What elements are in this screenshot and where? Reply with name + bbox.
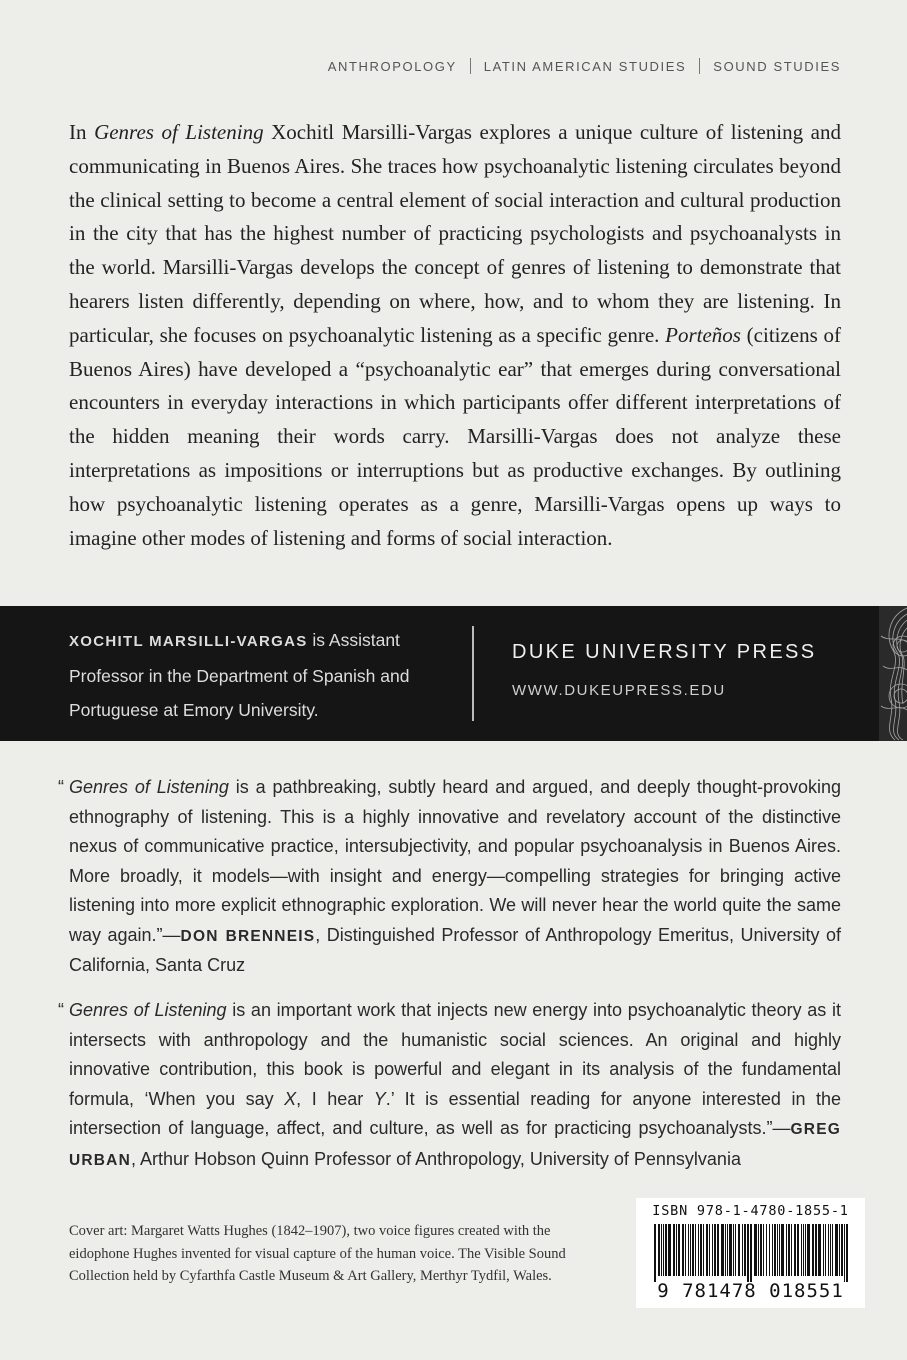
author-bio-text: is Assistant Professor in the Department of Spanish and Portuguese at Emory University. <box>69 630 410 720</box>
barcode-bar <box>830 1224 831 1276</box>
subject-anthropology: ANTHROPOLOGY <box>327 58 457 74</box>
book-title: Genres of Listening <box>94 120 264 144</box>
barcode-bar <box>690 1224 691 1276</box>
subject-divider <box>470 58 471 74</box>
barcode-bar <box>828 1224 829 1276</box>
barcode-bar <box>673 1224 675 1276</box>
barcode-bar <box>839 1224 840 1276</box>
author-bio <box>69 623 459 727</box>
barcode-bar <box>658 1224 660 1276</box>
barcode-bar <box>733 1224 734 1276</box>
barcode-bar <box>781 1224 784 1276</box>
blurb-book-title: Genres of Listening <box>69 1000 227 1020</box>
barcode-bar <box>682 1224 684 1276</box>
barcode-bar <box>769 1224 770 1276</box>
barcode-bar <box>698 1224 699 1276</box>
author-name: XOCHITL MARSILLI-VARGAS <box>69 633 308 650</box>
barcode-bar <box>763 1224 764 1276</box>
book-description: In Genres of Listening Xochitl Marsilli-Vargas explores a unique culture of listening and communicating in Buenos Aires. She traces how psychoanalytic listening circulates beyond the clinical setting to become a central element of social interaction and cultural production in the city that has the highest number of practicing psychologists and psychoanalysts in the world. Marsilli-Vargas develops the concept of genres of listening to demonstrate that hearers listen differently, depending on where, how, and to whom they are listening. In particular, she focuses on psychoanalytic listening as a specific genre. Porteños (citizens of Buenos Aires) have developed a “psychoanalytic ear” that emerges during conversational encounters in everyday interactions in which participants offer different interpretations of the hidden meaning their words carry. Marsilli-Vargas does not analyze these interpretations as impositions or interruptions but as productive exchanges. By outlining how psychoanalytic listening operates as a genre, Marsilli-Vargas opens up ways to imagine other modes of listening and forms of social interaction. <box>69 120 841 550</box>
barcode-bar <box>678 1224 680 1276</box>
barcode-bar <box>777 1224 778 1276</box>
barcode-bar <box>805 1224 806 1276</box>
barcode-bar <box>668 1224 671 1276</box>
barcode-bar <box>695 1224 696 1276</box>
barcode-bar <box>788 1224 790 1276</box>
barcode-bar <box>844 1224 845 1282</box>
barcode-bar <box>772 1224 773 1276</box>
barcode-bar <box>714 1224 716 1276</box>
author-publisher-band <box>0 606 907 741</box>
barcode-bar <box>688 1224 689 1276</box>
barcode-bar <box>738 1224 740 1276</box>
barcode-bar <box>744 1224 746 1276</box>
barcode-bar <box>801 1224 802 1276</box>
blurb-brenneis: “ Genres of Listening is a pathbreaking, subtly heard and argued, and deeply thought-provoking ethnography of listening. This is a highly innovative and revelatory account of the distinctive nexus of communicative practice, intersubjectivity, and popular psychoanalysis in Buenos Aires. More broadly, it models—with insight and energy—compelling strategies for bringing active listening into more explicit ethnographic exploration. We will never hear the world quite the same way again.”—DON BRENNEIS, Distinguished Professor of Anthropology Emeritus, University of California, Santa Cruz <box>58 777 841 975</box>
barcode-bar <box>750 1224 752 1282</box>
barcode-bar <box>661 1224 662 1276</box>
subject-categories <box>328 58 841 74</box>
blurb-author-name: GREG URBAN <box>69 1121 841 1169</box>
barcode-bar <box>774 1224 776 1276</box>
barcode-bar <box>712 1224 713 1276</box>
barcode-bar <box>706 1224 708 1276</box>
barcode-bar <box>692 1224 694 1276</box>
barcode-bar <box>797 1224 799 1276</box>
barcode-bar <box>786 1224 787 1276</box>
blurb-book-title: Genres of Listening <box>69 777 229 797</box>
subject-sound-studies: SOUND STUDIES <box>713 58 841 74</box>
barcode-bar <box>663 1224 664 1276</box>
barcode-bar <box>700 1224 702 1276</box>
cover-art-credit: Cover art: Margaret Watts Hughes (1842–1907), two voice figures created with the eidophone Hughes invented for visual capture of the human voice. The Visible Sound Collection held by Cyfarthfa Castle Museum & Art Gallery, Merthyr Tydfil, Wales. <box>69 1223 566 1284</box>
band-divider <box>472 626 474 721</box>
barcode-bar <box>812 1224 814 1276</box>
barcode-bar <box>779 1224 780 1276</box>
portenos-term: Porteños <box>665 322 741 347</box>
voice-figure-art-icon <box>879 606 907 741</box>
barcode-bar <box>727 1224 728 1276</box>
barcode-bar <box>846 1224 848 1282</box>
barcode-bar <box>709 1224 710 1276</box>
barcode-bar <box>815 1224 817 1276</box>
barcode-bar <box>835 1224 838 1276</box>
barcode-bar <box>717 1224 719 1276</box>
barcode-bar <box>841 1224 843 1276</box>
barcode-bar <box>735 1224 736 1276</box>
barcode-bar <box>729 1224 732 1276</box>
isbn-barcode <box>636 1198 865 1308</box>
barcode-bar <box>703 1224 704 1276</box>
barcode-bar <box>794 1224 796 1276</box>
isbn-label: ISBN 978-1-4780-1855-1 <box>652 1203 849 1219</box>
barcode-bar <box>825 1224 826 1276</box>
barcode-bar <box>747 1224 749 1282</box>
barcode-bar <box>758 1224 759 1276</box>
barcode-bar <box>685 1224 686 1276</box>
subject-divider <box>699 58 700 74</box>
barcode-bar <box>742 1224 743 1276</box>
subject-latin-american-studies: LATIN AMERICAN STUDIES <box>483 58 687 74</box>
blurb-author-name: DON BRENNEIS <box>180 927 316 945</box>
ean-digits: 9 781478 018551 <box>657 1280 844 1302</box>
barcode-bar <box>791 1224 792 1276</box>
barcode-bar <box>832 1224 833 1276</box>
publisher-name: DUKE UNIVERSITY PRESS <box>512 641 817 663</box>
barcode-bars <box>642 1224 859 1282</box>
barcode-bar <box>807 1224 810 1276</box>
barcode-bar <box>823 1224 824 1276</box>
publisher-url: WWW.DUKEUPRESS.EDU <box>512 682 726 699</box>
barcode-bar <box>725 1224 726 1276</box>
barcode-bar <box>766 1224 767 1276</box>
barcode-bar <box>818 1224 821 1276</box>
barcode-bar <box>654 1224 656 1282</box>
barcode-bar <box>721 1224 724 1276</box>
barcode-bar <box>665 1224 667 1276</box>
barcode-bar <box>676 1224 677 1276</box>
blurb-urban: “ Genres of Listening is an important work that injects new energy into psychoanalytic theory as it intersects with anthropology and the humanistic social sciences. An original and highly innovative contribution, this book is powerful and elegant in its analysis of the fundamental formula, ‘When you say X, I hear Y.’ It is essential reading for anyone interested in the intersection of language, affect, and culture, as well as for practicing psychoanalysts.”—GREG URBAN, Arthur Hobson Quinn Professor of Anthropology, University of Pennsylvania <box>58 1000 842 1169</box>
barcode-bar <box>803 1224 804 1276</box>
barcode-bar <box>754 1224 757 1276</box>
barcode-bar <box>760 1224 762 1276</box>
